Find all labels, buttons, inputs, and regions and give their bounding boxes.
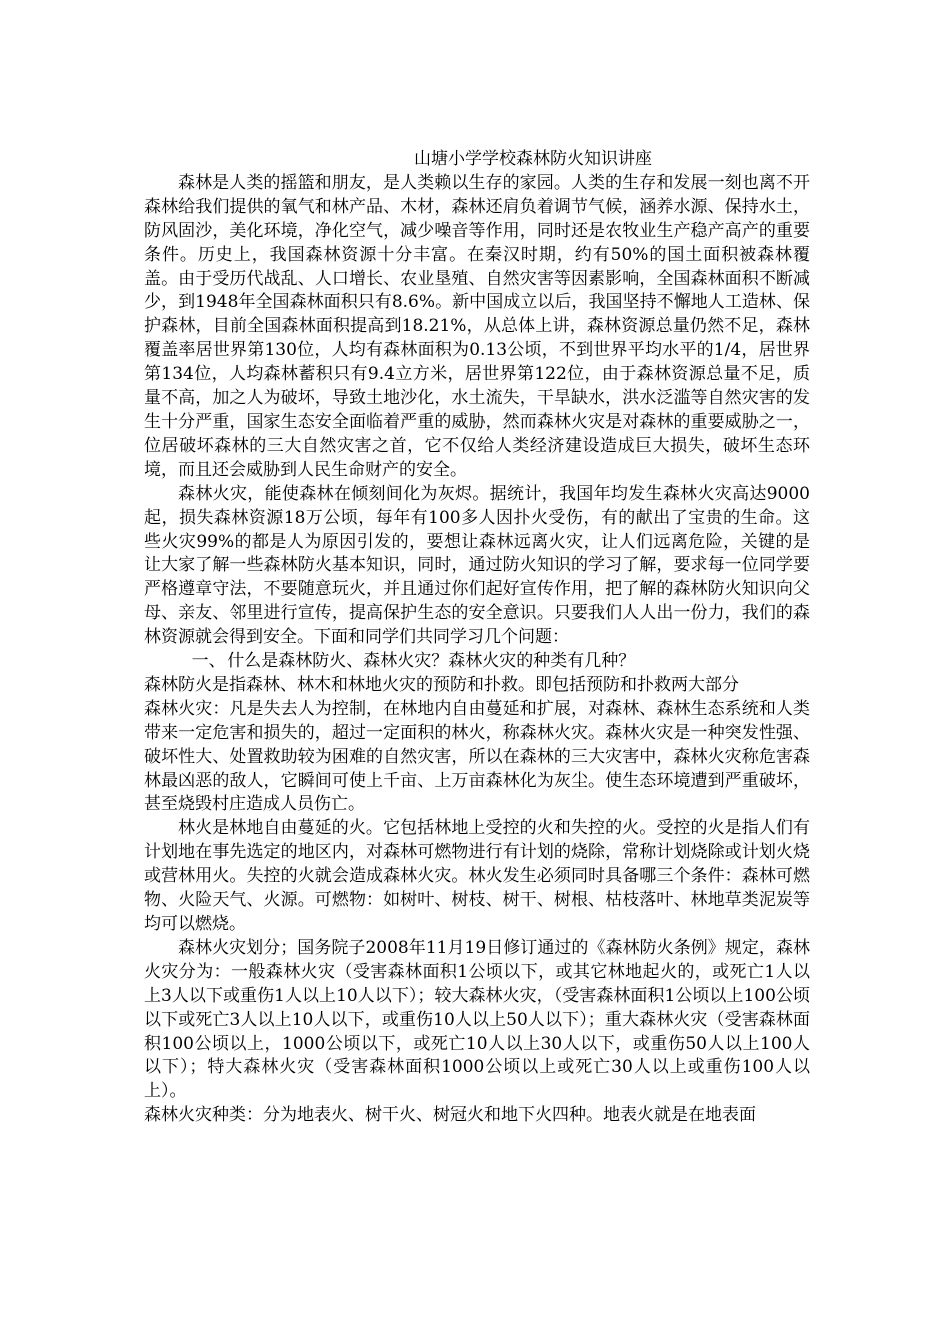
fire-types-paragraph: 森林火灾种类：分为地表火、树干火、树冠火和地下火四种。地表火就是在地表面 [144, 1105, 756, 1126]
fire-classification-paragraph: 森林火灾划分；国务院子2008年11月19日修订通过的《森林防火条例》规定，森林火灾分为：一般森林火灾（受害森林面积1公顷以下，或其它林地起火的，或死亡1人以上3人以下或重伤1人以上10人以下）；较大森林火灾，（受害森林面积1公顷以上100公顷以下或死亡3人以上10人以下，或重伤10人以上50人以下）；重大森林火灾（受害森林面积100公顷以上，1000公顷以下，或死亡10人以上30人以下，或重伤50人以上100人以下）；特大森林火灾（受害森林面积1000公顷以上或死亡30人以上或重伤100人以上）。 [144, 937, 810, 1102]
forest-fire-paragraph: 森林火灾，能使森林在倾刻间化为灰烬。据统计，我国年均发生森林火灾高达9000起，损失森林资源18万公顷，每年有100多人因扑火受伤，有的献出了宝贵的生命。这些火灾99%的都是人为原因引发的，要想让森林远离火灾，让人们远离危险，关键的是让大家了解一些森林防火基本知识，同时，通过防火知识的学习了解，要求每一位同学要严格遵章守法，不要随意玩火，并且通过你们起好宣传作用，把了解的森林防火知识向父母、亲友、邻里进行宣传，提高保护生态的安全意识。只要我们人人出一份力，我们的森林资源就会得到安全。下面和同学们共同学习几个问题： [144, 483, 810, 648]
section-number: 一、 [191, 651, 226, 672]
document-body [144, 148, 810, 1128]
intro-paragraph: 森林是人类的摇篮和朋友，是人类赖以生存的家园。人类的生存和发展一刻也离不开森林给我们提供的氧气和林产品、木材，森林还肩负着调节气候，涵养水源、保持水土，防风固沙，美化环境，净化空气，减少噪音等作用，同时还是农牧业生产稳产高产的重要条件。历史上，我国森林资源十分丰富。在秦汉时期，约有50%的国土面积被森林覆盖。由于受历代战乱、人口增长、农业垦殖、自然灾害等因素影响，全国森林面积不断减少，到1948年全国森林面积只有8.6%。新中国成立以后，我国坚持不懈地人工造林、保护森林，目前全国森林面积提高到18.21%，从总体上讲，森林资源总量仍然不足，森林覆盖率居世界第130位，人均有森林面积为0.13公顷，不到世界平均水平的1/4，居世界第134位，人均森林蓄积只有9.4立方米，居世界第122位，由于森林资源总量不足，质量不高，加之人为破坏，导致土地沙化，水土流失，干旱缺水，洪水泛滥等自然灾害的发生十分严重，国家生态安全面临着严重的威胁，然而森林火灾是对森林的重要威胁之一，位居破坏森林的三大自然灾害之首，它不仅给人类经济建设造成巨大损失，破坏生态环境，而且还会威胁到人民生命财产的安全。 [144, 172, 810, 480]
document-title: 山塘小学学校森林防火知识讲座 [414, 149, 652, 169]
section-heading [144, 650, 810, 674]
wildfire-paragraph: 林火是林地自由蔓延的火。它包括林地上受控的火和失控的火。受控的火是指人们有计划地在事先选定的地区内，对森林可燃物进行有计划的烧除，常称计划烧除或计划火烧或营林用火。失控的火就会造成森林火灾。林火发生必须同时具备哪三个条件：森林可燃物、火险天气、火源。可燃物：如树叶、树枝、树干、树根、枯枝落叶、林地草类泥炭等均可以燃烧。 [144, 818, 810, 934]
definition-fire-prevention: 森林防火是指森林、林木和林地火灾的预防和扑救。即包括预防和扑救两大部分 [144, 674, 739, 695]
definition-forest-fire: 森林火灾：凡是失去人为控制，在林地内自由蔓延和扩展，对森林、森林生态系统和人类带来一定危害和损失的，超过一定面积的林火，称森林火灾。森林火灾是一种突发性强、破坏性大、处置救助较为困难的自然灾害，所以在森林的三大灾害中，森林火灾称危害森林最凶恶的敌人，它瞬间可使上千亩、上万亩森林化为灰尘。使生态环境遭到严重破坏，甚至烧毁村庄造成人员伤亡。 [144, 698, 810, 815]
section-heading-text: 什么是森林防火、森林火灾？森林火灾的种类有几种？ [227, 651, 636, 672]
